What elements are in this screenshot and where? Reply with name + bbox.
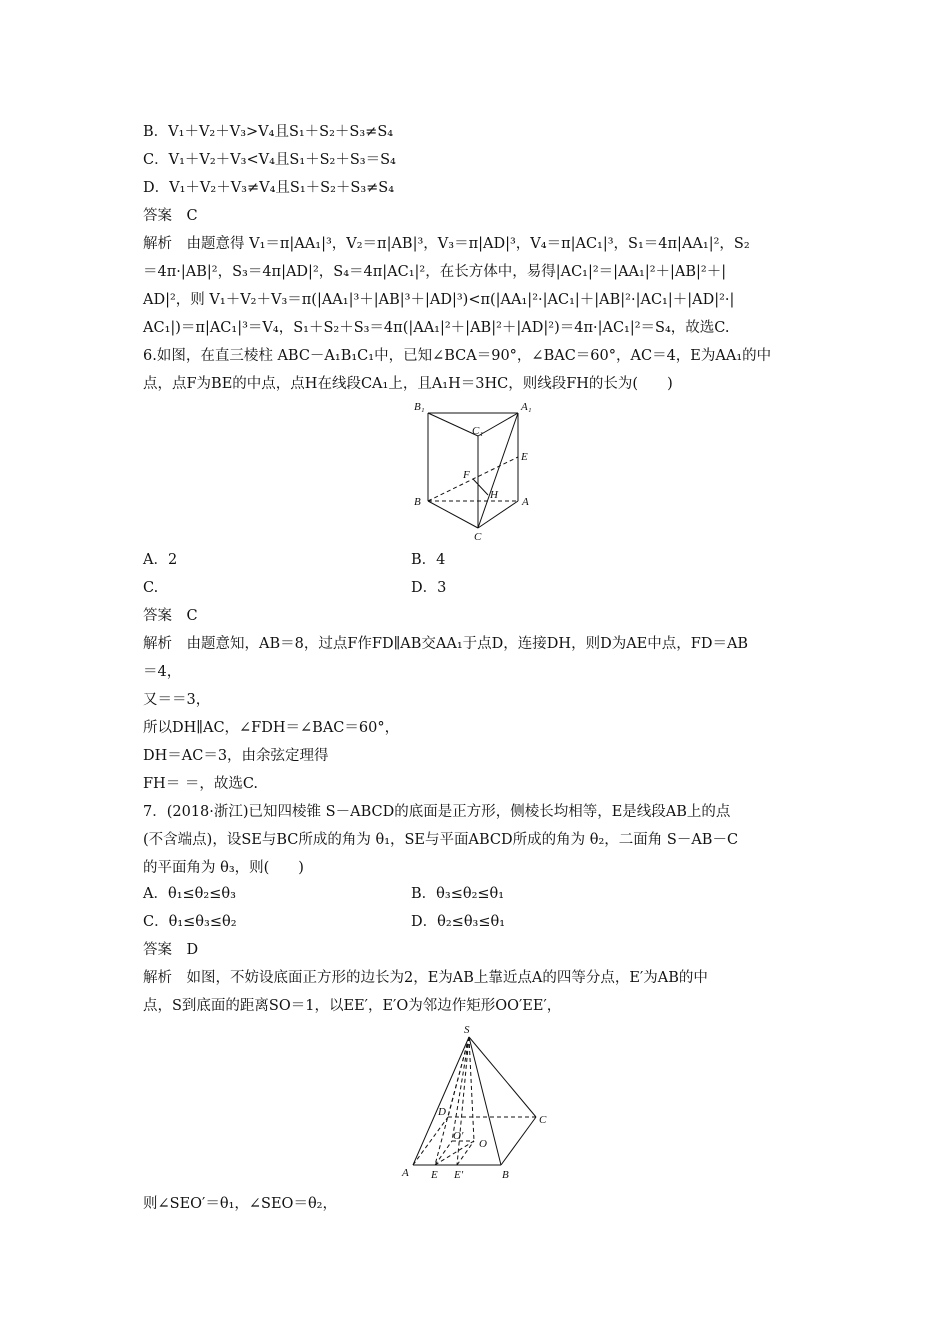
q7-stem-line-2: (不含端点)，设SE与BC所成的角为 θ₁，SE与平面ABCD所成的角为 θ₂，二面角 S－AB－C [143, 832, 739, 848]
q6-option-c: C. [143, 580, 159, 596]
q7-stem-line-3: 的平面角为 θ₃，则( ) [143, 860, 304, 876]
q6-explanation-line-4: 所以DH∥AC，∠FDH＝∠BAC＝60°， [143, 720, 400, 736]
q7-option-a: A．θ₁≤θ₂≤θ₃ [143, 886, 236, 902]
q7-explanation-line-3: 则∠SEO′＝θ₁，∠SEO＝θ₂， [143, 1196, 337, 1212]
q7-label-e-prime: E′ [454, 1169, 464, 1181]
q6-option-d: D．3 [411, 580, 447, 596]
q6-stem-line-2: 点，点F为BE的中点，点H在线段CA₁上，且A₁H＝3HC，则线段FH的长为( ) [143, 376, 673, 392]
q6-label-c1: C₁ [472, 425, 484, 437]
q5-explanation-line-1: 解析 由题意得 V₁＝π|AA₁|³，V₂＝π|AB|³，V₃＝π|AD|³，V₄＝π|AC₁|³，S₁＝4π|AA₁|²，S₂ [143, 236, 750, 252]
q7-stem-line-1: 7．(2018·浙江)已知四棱锥 S－ABCD的底面是正方形，侧棱长均相等，E是线段AB上的点 [143, 804, 731, 820]
q7-label-c: C [539, 1114, 547, 1126]
q5-explanation-line-3: AD|²，则 V₁＋V₂＋V₃＝π(|AA₁|³＋|AB|³＋|AD|³)<π(|AA₁|²·|AC₁|＋|AB|²·|AC₁|＋|AD|²·| [143, 292, 735, 308]
q7-answer: 答案 D [143, 942, 199, 958]
q7-label-s: S [464, 1024, 470, 1036]
q6-answer: 答案 C [143, 608, 198, 624]
q6-label-a1: A₁ [521, 401, 532, 413]
q7-label-o-prime: O′ [453, 1130, 464, 1142]
q7-pyramid-figure [396, 1020, 556, 1190]
q6-label-f: F [463, 469, 470, 481]
q6-label-a: A [522, 496, 529, 508]
q5-option-c: C．V₁＋V₂＋V₃<V₄且S₁＋S₂＋S₃＝S₄ [143, 152, 396, 168]
q7-option-c: C．θ₁≤θ₃≤θ₂ [143, 914, 237, 930]
q7-label-d: D [438, 1106, 446, 1118]
q7-option-d: D．θ₂≤θ₃≤θ₁ [411, 914, 506, 930]
q6-stem-line-1: 6.如图，在直三棱柱 ABC－A₁B₁C₁中，已知∠BCA＝90°，∠BAC＝60°，AC＝4，E为AA₁的中 [143, 348, 772, 364]
q6-label-b: B [414, 496, 421, 508]
q5-option-d: D．V₁＋V₂＋V₃≠V₄且S₁＋S₂＋S₃≠S₄ [143, 180, 395, 196]
q6-label-b1: B₁ [414, 401, 425, 413]
q7-explanation-line-2: 点，S到底面的距离SO＝1，以EE′，E′O为邻边作矩形OO′EE′， [143, 998, 562, 1014]
q6-option-a: A．2 [143, 552, 178, 568]
q7-label-o: O [479, 1138, 487, 1150]
q6-label-h: H [490, 489, 498, 501]
q6-label-e: E [521, 451, 528, 463]
q5-explanation-line-2: ＝4π·|AB|²，S₃＝4π|AD|²，S₄＝4π|AC₁|²，在长方体中，易得|AC₁|²＝|AA₁|²＋|AB|²＋| [143, 264, 727, 280]
q6-explanation-line-1: 解析 由题意知，AB＝8，过点F作FD∥AB交AA₁于点D，连接DH，则D为AE中点，FD＝AB [143, 636, 749, 652]
q7-label-e: E [431, 1169, 438, 1181]
q6-explanation-line-3: 又＝＝3， [143, 692, 211, 708]
q5-option-b: B．V₁＋V₂＋V₃>V₄且S₁＋S₂＋S₃≠S₄ [143, 124, 394, 140]
q6-explanation-line-5: DH＝AC＝3，由余弦定理得 [143, 748, 329, 764]
q7-label-b: B [502, 1169, 509, 1181]
q7-explanation-line-1: 解析 如图，不妨设底面正方形的边长为2，E为AB上靠近点A的四等分点，E′为AB的中 [143, 970, 708, 986]
q5-explanation-line-4: AC₁|)＝π|AC₁|³＝V₄，S₁＋S₂＋S₃＝4π(|AA₁|²＋|AB|²＋|AD|²)＝4π·|AC₁|²＝S₄，故选C. [143, 320, 730, 336]
q6-label-c: C [474, 531, 482, 543]
q7-option-b: B．θ₃≤θ₂≤θ₁ [411, 886, 505, 902]
q6-option-b: B．4 [411, 552, 446, 568]
q5-answer: 答案 C [143, 208, 198, 224]
q6-explanation-line-2: ＝4， [143, 664, 182, 680]
q7-label-a: A [402, 1167, 409, 1179]
q6-explanation-line-6: FH＝ ＝，故选C. [143, 776, 259, 792]
q6-prism-figure [408, 398, 548, 546]
